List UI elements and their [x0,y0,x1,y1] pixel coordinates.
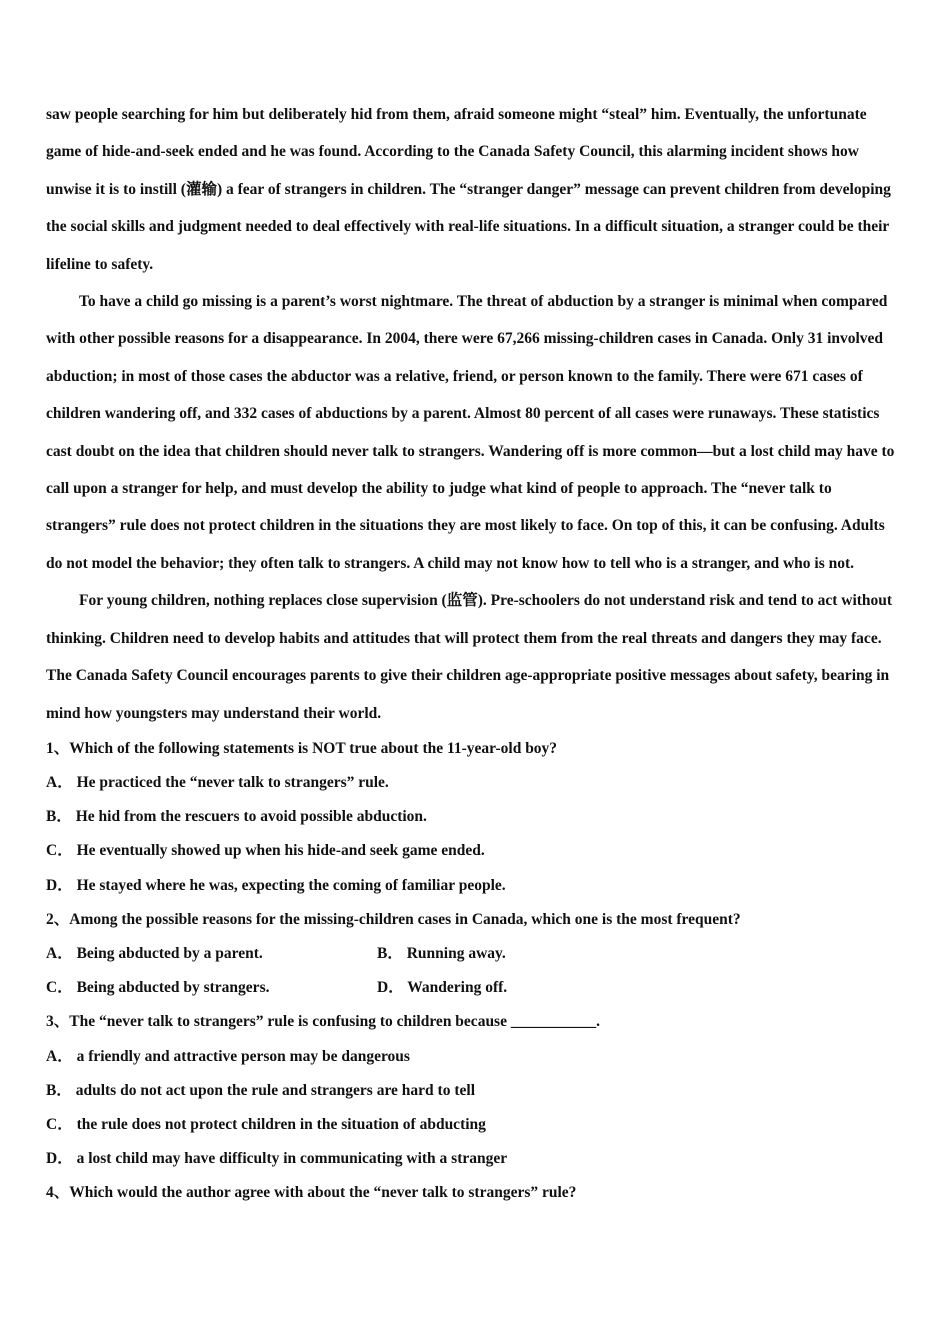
question-1-option-a[interactable]: A． He practiced the “never talk to strangers” rule. [46,774,389,792]
document-page [46,96,904,1211]
question-3-option-c[interactable]: C． the rule does not protect children in the situation of abducting [46,1115,486,1133]
question-3 [46,1005,904,1176]
passage-paragraph-3: For young children, nothing replaces close supervision (监管). Pre-schoolers do not understand risk and tend to act without thinking. Children need to develop habits and attitudes that will protect them from the real threats and dangers they may face. The Canada Safety Council encourages parents to give their children age-appropriate positive messages about safety, bearing in mind how youngsters may understand their world. [46,592,893,722]
question-2-option-a[interactable]: A． Being abducted by a parent. [46,945,263,963]
question-2-option-c[interactable]: C． Being abducted by strangers. [46,979,270,997]
question-4 [46,1176,904,1210]
question-1-option-b[interactable]: B． He hid from the rescuers to avoid possible abduction. [46,808,427,826]
question-2-stem: 2、Among the possible reasons for the missing-children cases in Canada, which one is the most frequent? [46,910,741,928]
question-1-stem: 1、Which of the following statements is NOT true about the 11-year-old boy? [46,739,558,757]
question-2-options-row-2 [46,971,904,1005]
question-3-option-d[interactable]: D． a lost child may have difficulty in communicating with a stranger [46,1150,508,1168]
question-2-option-b[interactable]: B． Running away. [377,945,506,963]
question-1-option-d[interactable]: D． He stayed where he was, expecting the coming of familiar people. [46,876,506,894]
question-2-options-row-1 [46,937,904,971]
question-2 [46,903,904,1006]
question-3-stem: 3、The “never talk to strangers” rule is confusing to children because ___________. [46,1013,600,1031]
question-3-option-a[interactable]: A． a friendly and attractive person may be dangerous [46,1047,410,1065]
question-4-stem: 4、Which would the author agree with about the “never talk to strangers” rule? [46,1184,577,1202]
question-1-option-c[interactable]: C． He eventually showed up when his hide-and seek game ended. [46,842,485,860]
passage-paragraph-1: saw people searching for him but deliberately hid from them, afraid someone might “steal” him. Eventually, the unfortunate game of hide-and-seek ended and he was found. According to the Canada Safety Council, this alarming incident shows how unwise it is to instill (灌输) a fear of strangers in children. The “stranger danger” message can prevent children from developing the social skills and judgment needed to deal effectively with real-life situations. In a difficult situation, a stranger could be their lifeline to safety. [46,106,891,273]
question-3-option-b[interactable]: B． adults do not act upon the rule and strangers are hard to tell [46,1081,475,1099]
question-2-option-d[interactable]: D． Wandering off. [377,979,508,997]
question-1 [46,732,904,903]
passage-paragraph-2: To have a child go missing is a parent’s worst nightmare. The threat of abduction by a stranger is minimal when compared with other possible reasons for a disappearance. In 2004, there were 67,266 missing-children cases in Canada. Only 31 involved abduction; in most of those cases the abductor was a relative, friend, or person known to the family. There were 671 cases of children wandering off, and 332 cases of abductions by a parent. Almost 80 percent of all cases were runaways. These statistics cast doubt on the idea that children should never talk to strangers. Wandering off is more common—but a lost child may have to call upon a stranger for help, and must develop the ability to judge what kind of people to approach. The “never talk to strangers” rule does not protect children in the situations they are most likely to face. On top of this, it can be confusing. Adults do not model the behavior; they often talk to strangers. A child may not know how to tell who is a stranger, and who is not. [46,293,895,572]
